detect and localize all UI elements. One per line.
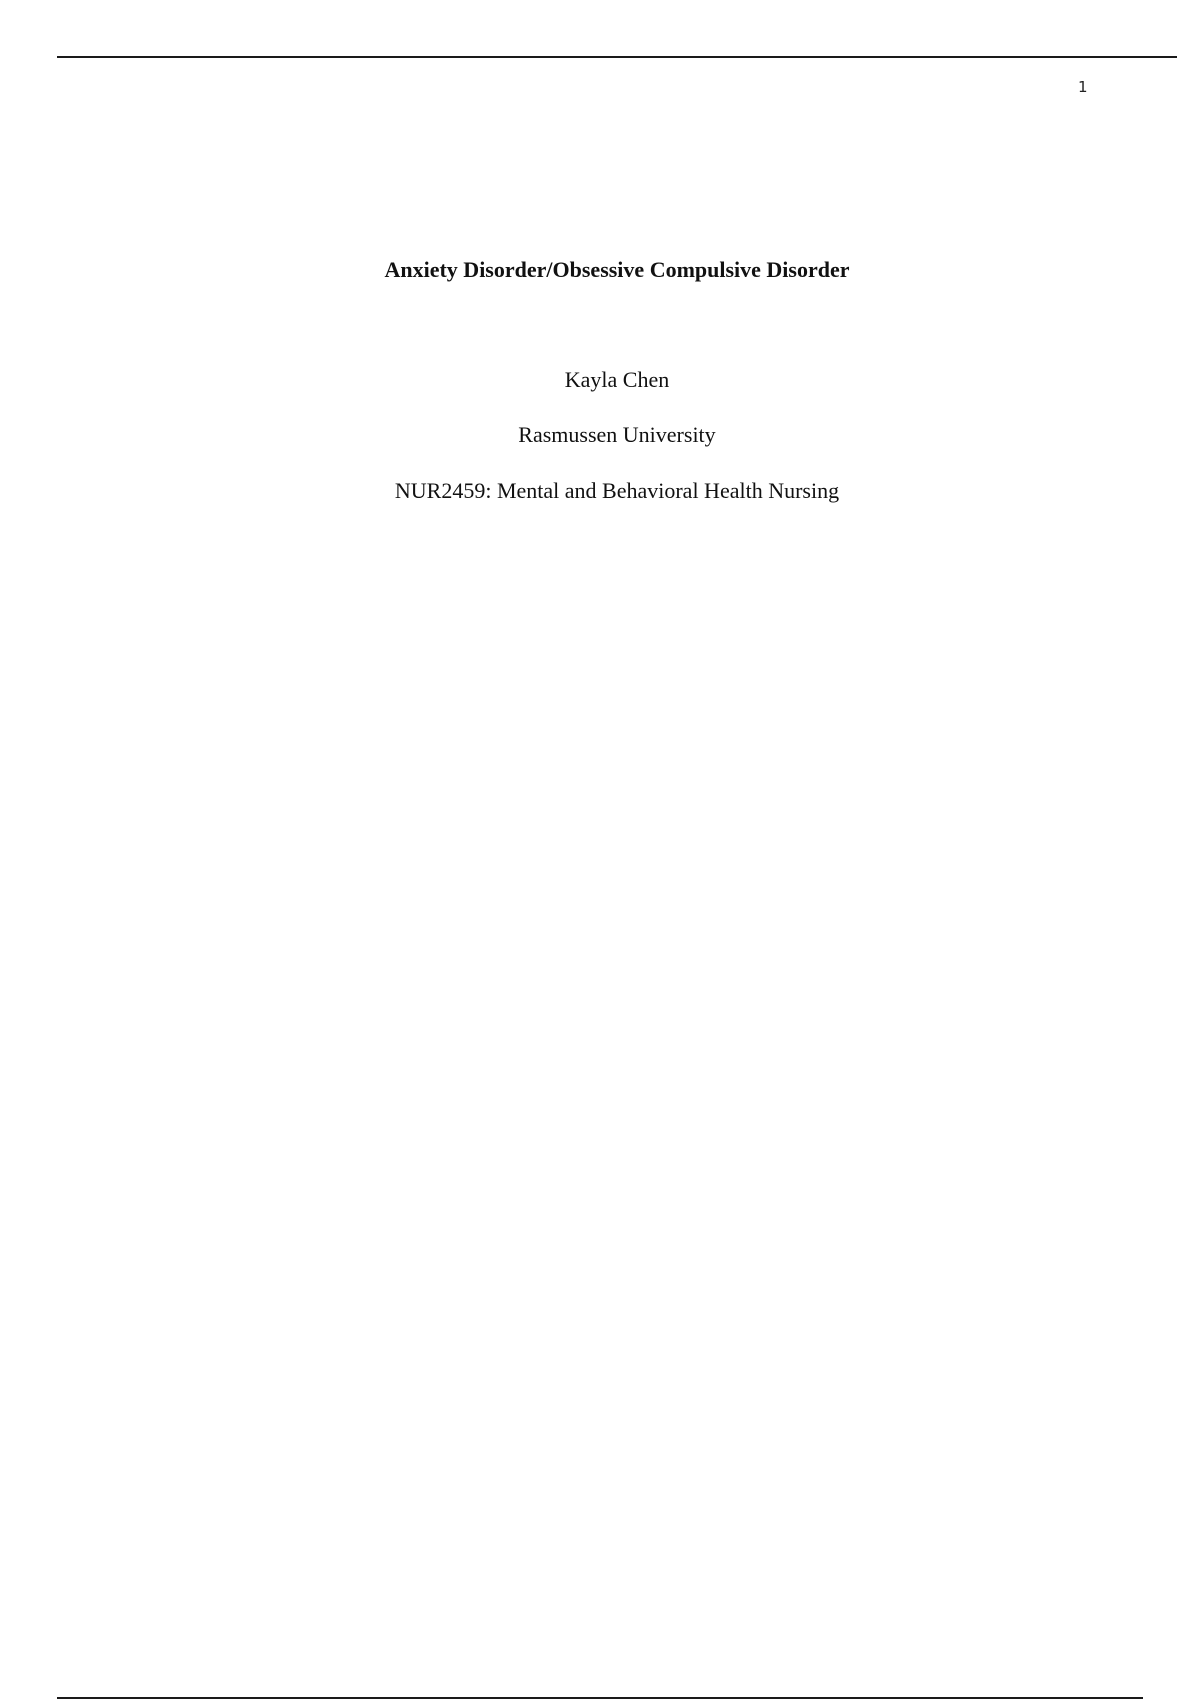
- institution-name: Rasmussen University: [518, 422, 716, 447]
- course-name: NUR2459: Mental and Behavioral Health Nursing: [394, 478, 840, 503]
- footer-divider: [57, 1697, 1143, 1699]
- author-name: Kayla Chen: [564, 367, 670, 392]
- document-title: Anxiety Disorder/Obsessive Compulsive Disorder: [384, 257, 850, 282]
- page-number: 1: [1078, 78, 1088, 96]
- header-divider: [57, 56, 1177, 58]
